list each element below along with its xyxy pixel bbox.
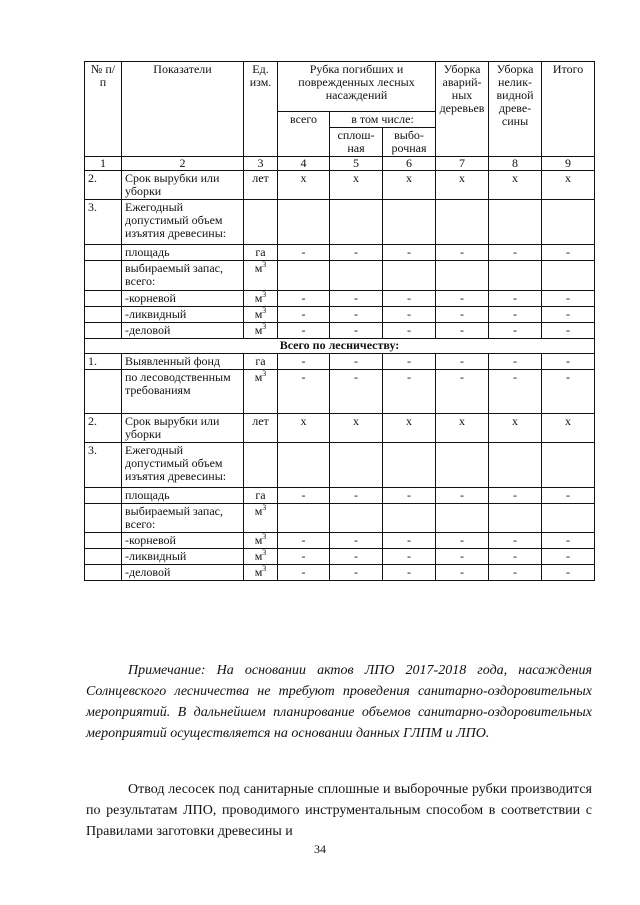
indicator-cell: по лесоводственным требованиям [122,370,244,414]
value-cell: - [383,549,436,565]
indicator-cell: Срок вырубки или уборки [122,414,244,443]
row-number-cell [85,504,122,533]
value-cell: - [489,307,542,323]
value-cell [542,261,595,291]
row-number-cell: 3. [85,443,122,488]
indicator-cell: -деловой [122,565,244,581]
value-cell [489,504,542,533]
value-cell: - [330,307,383,323]
value-cell: - [489,488,542,504]
unit-cell: $м^3$ [244,307,278,323]
indicator-cell: Выявленный фонд [122,354,244,370]
value-cell [489,200,542,245]
value-cell: - [383,533,436,549]
unit-cell: лет [244,414,278,443]
unit-cell: $м^3$ [244,565,278,581]
value-cell: - [436,291,489,307]
indicator-cell: -корневой [122,533,244,549]
unit-cell: $м^3$ [244,533,278,549]
value-cell [278,261,330,291]
table-section-total [85,339,595,354]
column-index-cell: 1 [85,157,122,171]
value-cell: - [542,549,595,565]
value-cell [436,261,489,291]
value-cell: х [542,171,595,200]
row-number-cell: 2. [85,171,122,200]
table-row [85,533,595,549]
value-cell [436,504,489,533]
unit-cell: $м^3$ [244,261,278,291]
column-index-cell: 4 [278,157,330,171]
value-cell: - [436,549,489,565]
row-number-cell: 3. [85,200,122,245]
value-cell: - [489,323,542,339]
table-row [85,370,595,414]
value-cell [383,504,436,533]
value-cell: - [383,370,436,414]
value-cell: - [330,533,383,549]
value-cell: - [542,245,595,261]
table-row [85,354,595,370]
indicator-cell: Ежегодный допустимый объем изъятия древесины: [122,443,244,488]
row-number-cell [85,245,122,261]
table-row [85,200,595,245]
unit-cell: га [244,245,278,261]
value-cell [489,261,542,291]
value-cell [542,504,595,533]
value-cell [489,443,542,488]
body-paragraph [86,779,592,842]
value-cell: - [330,291,383,307]
unit-cell: $м^3$ [244,323,278,339]
value-cell [542,200,595,245]
unit-cell: $м^3$ [244,370,278,414]
table-row [85,245,595,261]
column-index-cell: 3 [244,157,278,171]
value-cell: - [383,245,436,261]
header-clear-felling: сплош-ная [330,128,383,157]
table-row [85,565,595,581]
value-cell: х [278,414,330,443]
header-emergency-cleanup: Уборка аварий-ных деревьев [436,62,489,157]
header-felling-group: Рубка погибших и поврежденных лесных насаждений [278,62,436,112]
row-number-cell: 2. [85,414,122,443]
value-cell: - [278,245,330,261]
value-cell: - [278,549,330,565]
table-row [85,549,595,565]
header-total: Итого [542,62,595,157]
value-cell: - [330,565,383,581]
value-cell [383,200,436,245]
value-cell: - [542,533,595,549]
unit-cell: га [244,488,278,504]
value-cell: - [383,323,436,339]
value-cell: х [383,171,436,200]
row-number-cell [85,533,122,549]
value-cell: - [383,354,436,370]
column-index-cell: 6 [383,157,436,171]
header-total-all: всего [278,112,330,157]
header-including: в том числе: [330,112,436,128]
value-cell: - [489,549,542,565]
value-cell: - [278,370,330,414]
column-index-cell: 5 [330,157,383,171]
value-cell: х [489,414,542,443]
section-title: Всего по лесничеству: [85,339,595,354]
value-cell: - [489,565,542,581]
value-cell: х [278,171,330,200]
value-cell: - [489,533,542,549]
row-number-cell: 1. [85,354,122,370]
value-cell: - [436,533,489,549]
value-cell: х [436,171,489,200]
unit-cell: $м^3$ [244,291,278,307]
value-cell: - [436,323,489,339]
unit-cell [244,200,278,245]
value-cell: - [278,533,330,549]
value-cell: - [436,488,489,504]
value-cell: - [278,488,330,504]
table-row [85,291,595,307]
table-section-a [85,171,595,339]
unit-cell [244,443,278,488]
value-cell: х [436,414,489,443]
value-cell: - [383,488,436,504]
value-cell: - [383,291,436,307]
header-indicators: Показатели [122,62,244,157]
value-cell: - [542,323,595,339]
header-illiquid-cleanup: Уборка нелик-видной древе-сины [489,62,542,157]
unit-cell: га [244,354,278,370]
row-number-cell [85,549,122,565]
row-number-cell [85,261,122,291]
value-cell: - [542,565,595,581]
table-row [85,414,595,443]
value-cell [278,443,330,488]
table-row [85,504,595,533]
value-cell: - [330,245,383,261]
indicator-cell: выбираемый запас, всего: [122,504,244,533]
indicator-cell: Ежегодный допустимый объем изъятия древесины: [122,200,244,245]
value-cell: - [330,549,383,565]
page-number: 34 [314,842,326,856]
row-number-cell [85,565,122,581]
value-cell: - [542,307,595,323]
value-cell [436,200,489,245]
value-cell: х [330,414,383,443]
value-cell: - [278,291,330,307]
row-number-cell [85,291,122,307]
row-number-cell [85,323,122,339]
value-cell: - [542,354,595,370]
value-cell: - [278,323,330,339]
value-cell: - [436,370,489,414]
value-cell: - [278,565,330,581]
table-row [85,443,595,488]
note-indent [86,663,128,678]
table-row [85,488,595,504]
value-cell: - [383,565,436,581]
value-cell: - [436,307,489,323]
value-cell: - [278,354,330,370]
value-cell [383,261,436,291]
value-cell: х [489,171,542,200]
value-cell [436,443,489,488]
table-section-b [85,354,595,581]
value-cell [278,200,330,245]
indicator-cell: -корневой [122,291,244,307]
indicator-cell: площадь [122,245,244,261]
column-index-row [85,157,595,171]
value-cell: - [489,370,542,414]
value-cell: - [436,354,489,370]
value-cell: - [542,291,595,307]
value-cell: - [436,245,489,261]
value-cell [542,443,595,488]
value-cell: - [436,565,489,581]
indicator-cell: площадь [122,488,244,504]
value-cell [330,200,383,245]
row-number-cell [85,370,122,414]
value-cell: - [383,307,436,323]
indicator-cell: -ликвидный [122,549,244,565]
value-cell: - [489,245,542,261]
value-cell: - [489,291,542,307]
value-cell: х [330,171,383,200]
paragraph-text: Отвод лесосек под санитарные сплошные и выборочные рубки производится по результатам ЛПО, проводимого инструментальным способом в соответствии с Правилами заготовки древесины и [86,782,592,839]
value-cell: - [330,354,383,370]
column-index-cell: 9 [542,157,595,171]
value-cell: - [542,488,595,504]
value-cell: - [542,370,595,414]
unit-cell: $м^3$ [244,549,278,565]
indicator-cell: выбираемый запас, всего: [122,261,244,291]
header-unit: Ед. изм. [244,62,278,157]
table-row [85,261,595,291]
column-index-cell: 2 [122,157,244,171]
header-selective-felling: выбо-рочная [383,128,436,157]
table-row [85,171,595,200]
note-text: Примечание: На основании актов ЛПО 2017-2018 года, насаждения Солнцевского лесничества не требуют проведения санитарно-оздоровительных мероприятий. В дальнейшем планирование объемов санитарно-оздоровительных мероприятий осуществляется на основании данных ГЛПМ и ЛПО. [86,663,592,741]
felling-table [84,61,595,581]
value-cell [330,443,383,488]
value-cell [330,504,383,533]
unit-cell: $м^3$ [244,504,278,533]
value-cell: х [542,414,595,443]
note-paragraph [86,660,592,744]
value-cell: - [278,307,330,323]
value-cell [330,261,383,291]
column-index-cell: 8 [489,157,542,171]
value-cell: - [330,370,383,414]
header-num: № п/п [85,62,122,157]
indicator-cell: Срок вырубки или уборки [122,171,244,200]
row-number-cell [85,307,122,323]
indicator-cell: -ликвидный [122,307,244,323]
value-cell: - [330,323,383,339]
unit-cell: лет [244,171,278,200]
value-cell: х [383,414,436,443]
paragraph-indent [86,782,128,797]
table-row [85,307,595,323]
table-row [85,323,595,339]
value-cell: - [330,488,383,504]
value-cell [278,504,330,533]
value-cell: - [489,354,542,370]
indicator-cell: -деловой [122,323,244,339]
value-cell [383,443,436,488]
row-number-cell [85,488,122,504]
column-index-cell: 7 [436,157,489,171]
